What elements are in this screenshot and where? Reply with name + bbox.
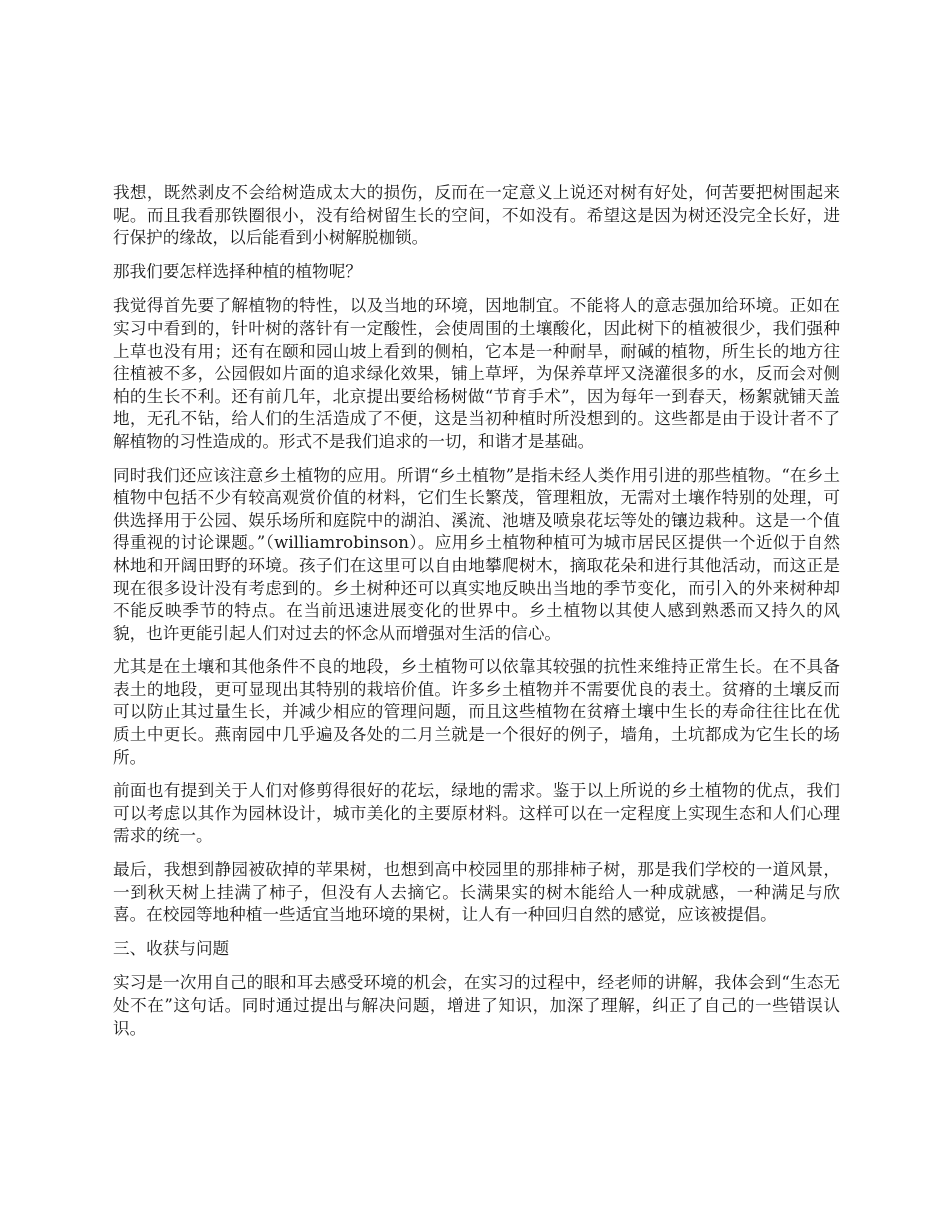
- document-body: [113, 182, 840, 1051]
- paragraph-native-plants: 同时我们还应该注意乡土植物的应用。所谓“乡土植物”是指未经人类作用引进的那些植物。“在乡土植物中包括不少有较高观赏价值的材料，它们生长繁茂，管理粗放，无需对土壤作特别的处理，可供选择用于公园、娱乐场所和庭院中的湖泊、溪流、池塘及喷泉花坛等处的镶边栽种。这是一个值得重视的讨论课题。”（williamrobinson）。应用乡土植物种植可为城市居民区提供一个近似于自然林地和开阔田野的环境。孩子们在这里可以自由地攀爬树木，摘取花朵和进行其他活动，而这正是现在很多设计没有考虑到的。乡土树种还可以真实地反映出当地的季节变化，而引入的外来树种却不能反映季节的特点。在当前迅速进展变化的世界中。乡土植物以其使人感到熟悉而又持久的风貌，也许更能引起人们对过去的怀念从而增强对生活的信心。: [113, 465, 840, 643]
- paragraph-question-plant-choice: 那我们要怎样选择种植的植物呢？: [113, 261, 362, 281]
- section-heading-gains-and-problems: 三、收获与问题: [113, 938, 230, 958]
- paragraph-poor-soil: 尤其是在土壤和其他条件不良的地段，乡土植物可以依靠其较强的抗性来维持正常生长。在不具备表土的地段，更可显现出其特别的栽培价值。许多乡土植物并不需要优良的表土。贫瘠的土壤反而可以防止其过量生长，并减少相应的管理问题，而且这些植物在贫瘠土壤中生长的寿命往往比在优质土中更长。燕南园中几乎遍及各处的二月兰就是一个很好的例子，墙角，土坑都成为它生长的场所。: [113, 657, 840, 767]
- paragraph-plant-characteristics: 我觉得首先要了解植物的特性，以及当地的环境，因地制宜。不能将人的意志强加给环境。正如在实习中看到的，针叶树的落针有一定酸性，会使周围的土壤酸化，因此树下的植被很少，我们强种上草也没有用；还有在颐和园山坡上看到的侧柏，它本是一种耐旱，耐碱的植物，所生长的地方往往植被不多，公园假如片面的追求绿化效果，铺上草坪，为保养草坪又浇灌很多的水，反而会对侧柏的生长不利。还有前几年，北京提出要给杨树做“节育手术”，因为每年一到春天，杨絮就铺天盖地，无孔不钻，给人们的生活造成了不便，这是当初种植时所没想到的。这些都是由于设计者不了解植物的习性造成的。形式不是我们追求的一切，和谐才是基础。: [113, 296, 840, 451]
- paragraph-internship-summary: 实习是一次用自己的眼和耳去感受环境的机会，在实习的过程中，经老师的讲解，我体会到“生态无处不在”这句话。同时通过提出与解决问题，增进了知识，加深了理解，纠正了自己的一些错误认识。: [113, 973, 840, 1038]
- paragraph-landscape-design: 前面也有提到关于人们对修剪得很好的花坛，绿地的需求。鉴于以上所说的乡土植物的优点，我们可以考虑以其作为园林设计，城市美化的主要原材料。这样可以在一定程度上实现生态和人们心理需求的统一。: [113, 781, 840, 846]
- paragraph-fruit-trees: 最后，我想到静园被砍掉的苹果树，也想到高中校园里的那排柿子树，那是我们学校的一道风景，一到秋天树上挂满了柿子，但没有人去摘它。长满果实的树木能给人一种成就感，一种满足与欣喜。在校园等地种植一些适宜当地环境的果树，让人有一种回归自然的感觉，应该被提倡。: [113, 860, 840, 925]
- paragraph-tree-peeling: 我想，既然剥皮不会给树造成太大的损伤，反而在一定意义上说还对树有好处，何苦要把树围起来呢。而且我看那铁圈很小，没有给树留生长的空间，不如没有。希望这是因为树还没完全长好，进行保护的缘故，以后能看到小树解脱枷锁。: [113, 183, 840, 248]
